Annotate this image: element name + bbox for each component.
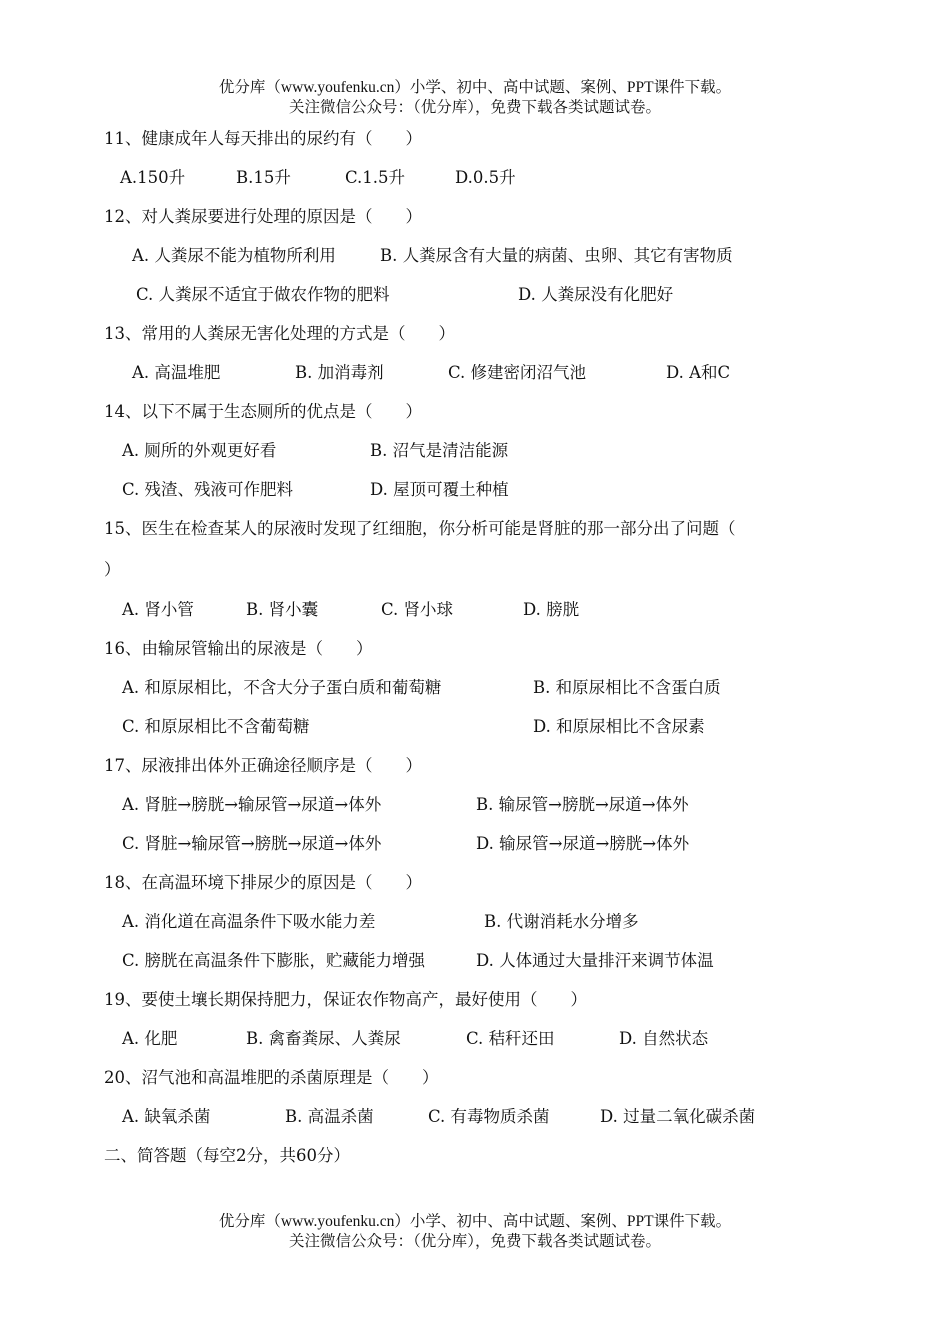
section-2-heading: 二、简答题（每空2分，共60分） [104,1146,350,1165]
q17-option-a: A. 肾脏→膀胱→输尿管→尿道→体外 [122,795,382,814]
question-16-stem: 16、由输尿管输出的尿液是（ ） [104,639,373,658]
question-17-stem: 17、尿液排出体外正确途径顺序是（ ） [104,756,422,775]
question-15-stem-cont: ） [104,560,121,579]
q15-option-c: C. 肾小球 [381,600,454,619]
q14-option-d: D. 屋顶可覆土种植 [370,480,509,499]
q13-option-b: B. 加消毒剂 [295,363,384,382]
q17-option-d: D. 输尿管→尿道→膀胱→体外 [476,834,690,853]
q14-option-b: B. 沼气是清洁能源 [370,441,509,460]
q13-option-d: D. A和C [666,363,731,382]
question-15-stem: 15、医生在检查某人的尿液时发现了红细胞，你分析可能是肾脏的那一部分出了问题（ [104,519,736,538]
q15-option-b: B. 肾小囊 [246,600,319,619]
q14-option-a: A. 厕所的外观更好看 [122,441,277,460]
page-footer [0,1212,950,1252]
q11-option-a: A.150升 [120,168,186,187]
q19-option-d: D. 自然状态 [619,1029,709,1048]
q17-option-b: B. 输尿管→膀胱→尿道→体外 [476,795,689,814]
q17-option-c: C. 肾脏→输尿管→膀胱→尿道→体外 [122,834,382,853]
q12-option-a: A. 人粪尿不能为植物所利用 [132,246,336,265]
question-19-stem: 19、要使土壤长期保持肥力，保证农作物高产，最好使用（ ） [104,990,587,1009]
q18-option-c: C. 膀胱在高温条件下膨胀，贮藏能力增强 [122,951,426,970]
footer-line-1: 优分库（www.youfenku.cn）小学、初中、高中试题、案例、PPT课件下载。 [218,1213,732,1230]
q11-option-c: C.1.5升 [345,168,406,187]
q19-option-a: A. 化肥 [122,1029,178,1048]
q18-option-a: A. 消化道在高温条件下吸水能力差 [122,912,376,931]
page-header [0,78,950,118]
q15-option-a: A. 肾小管 [122,600,194,619]
q20-option-b: B. 高温杀菌 [285,1107,374,1126]
q20-option-d: D. 过量二氧化碳杀菌 [600,1107,756,1126]
q13-option-a: A. 高温堆肥 [132,363,221,382]
question-12-stem: 12、对人粪尿要进行处理的原因是（ ） [104,207,422,226]
header-line-1: 优分库（www.youfenku.cn）小学、初中、高中试题、案例、PPT课件下载。 [218,79,732,96]
q14-option-c: C. 残渣、残液可作肥料 [122,480,294,499]
q19-option-c: C. 秸秆还田 [466,1029,555,1048]
q18-option-b: B. 代谢消耗水分增多 [484,912,639,931]
q16-option-b: B. 和原尿相比不含蛋白质 [533,678,721,697]
q20-option-c: C. 有毒物质杀菌 [428,1107,550,1126]
q13-option-c: C. 修建密闭沼气池 [448,363,587,382]
q19-option-b: B. 禽畜粪尿、人粪尿 [246,1029,401,1048]
q20-option-a: A. 缺氧杀菌 [122,1107,211,1126]
question-20-stem: 20、沼气池和高温堆肥的杀菌原理是（ ） [104,1068,439,1087]
q12-option-d: D. 人粪尿没有化肥好 [518,285,674,304]
q15-option-d: D. 膀胱 [523,600,580,619]
q16-option-c: C. 和原尿相比不含葡萄糖 [122,717,310,736]
question-14-stem: 14、以下不属于生态厕所的优点是（ ） [104,402,422,421]
header-line-2: 关注微信公众号：（优分库），免费下载各类试题试卷。 [288,99,661,116]
q12-option-b: B. 人粪尿含有大量的病菌、虫卵、其它有害物质 [380,246,733,265]
q12-option-c: C. 人粪尿不适宜于做农作物的肥料 [136,285,390,304]
q11-option-b: B.15升 [236,168,291,187]
question-13-stem: 13、常用的人粪尿无害化处理的方式是（ ） [104,324,455,343]
q11-option-d: D.0.5升 [455,168,516,187]
question-18-stem: 18、在高温环境下排尿少的原因是（ ） [104,873,422,892]
q16-option-a: A. 和原尿相比，不含大分子蛋白质和葡萄糖 [122,678,442,697]
q16-option-d: D. 和原尿相比不含尿素 [533,717,705,736]
q18-option-d: D. 人体通过大量排汗来调节体温 [476,951,714,970]
question-11-stem: 11、健康成年人每天排出的尿约有（ ） [104,129,422,148]
footer-line-2: 关注微信公众号：（优分库），免费下载各类试题试卷。 [288,1233,661,1250]
